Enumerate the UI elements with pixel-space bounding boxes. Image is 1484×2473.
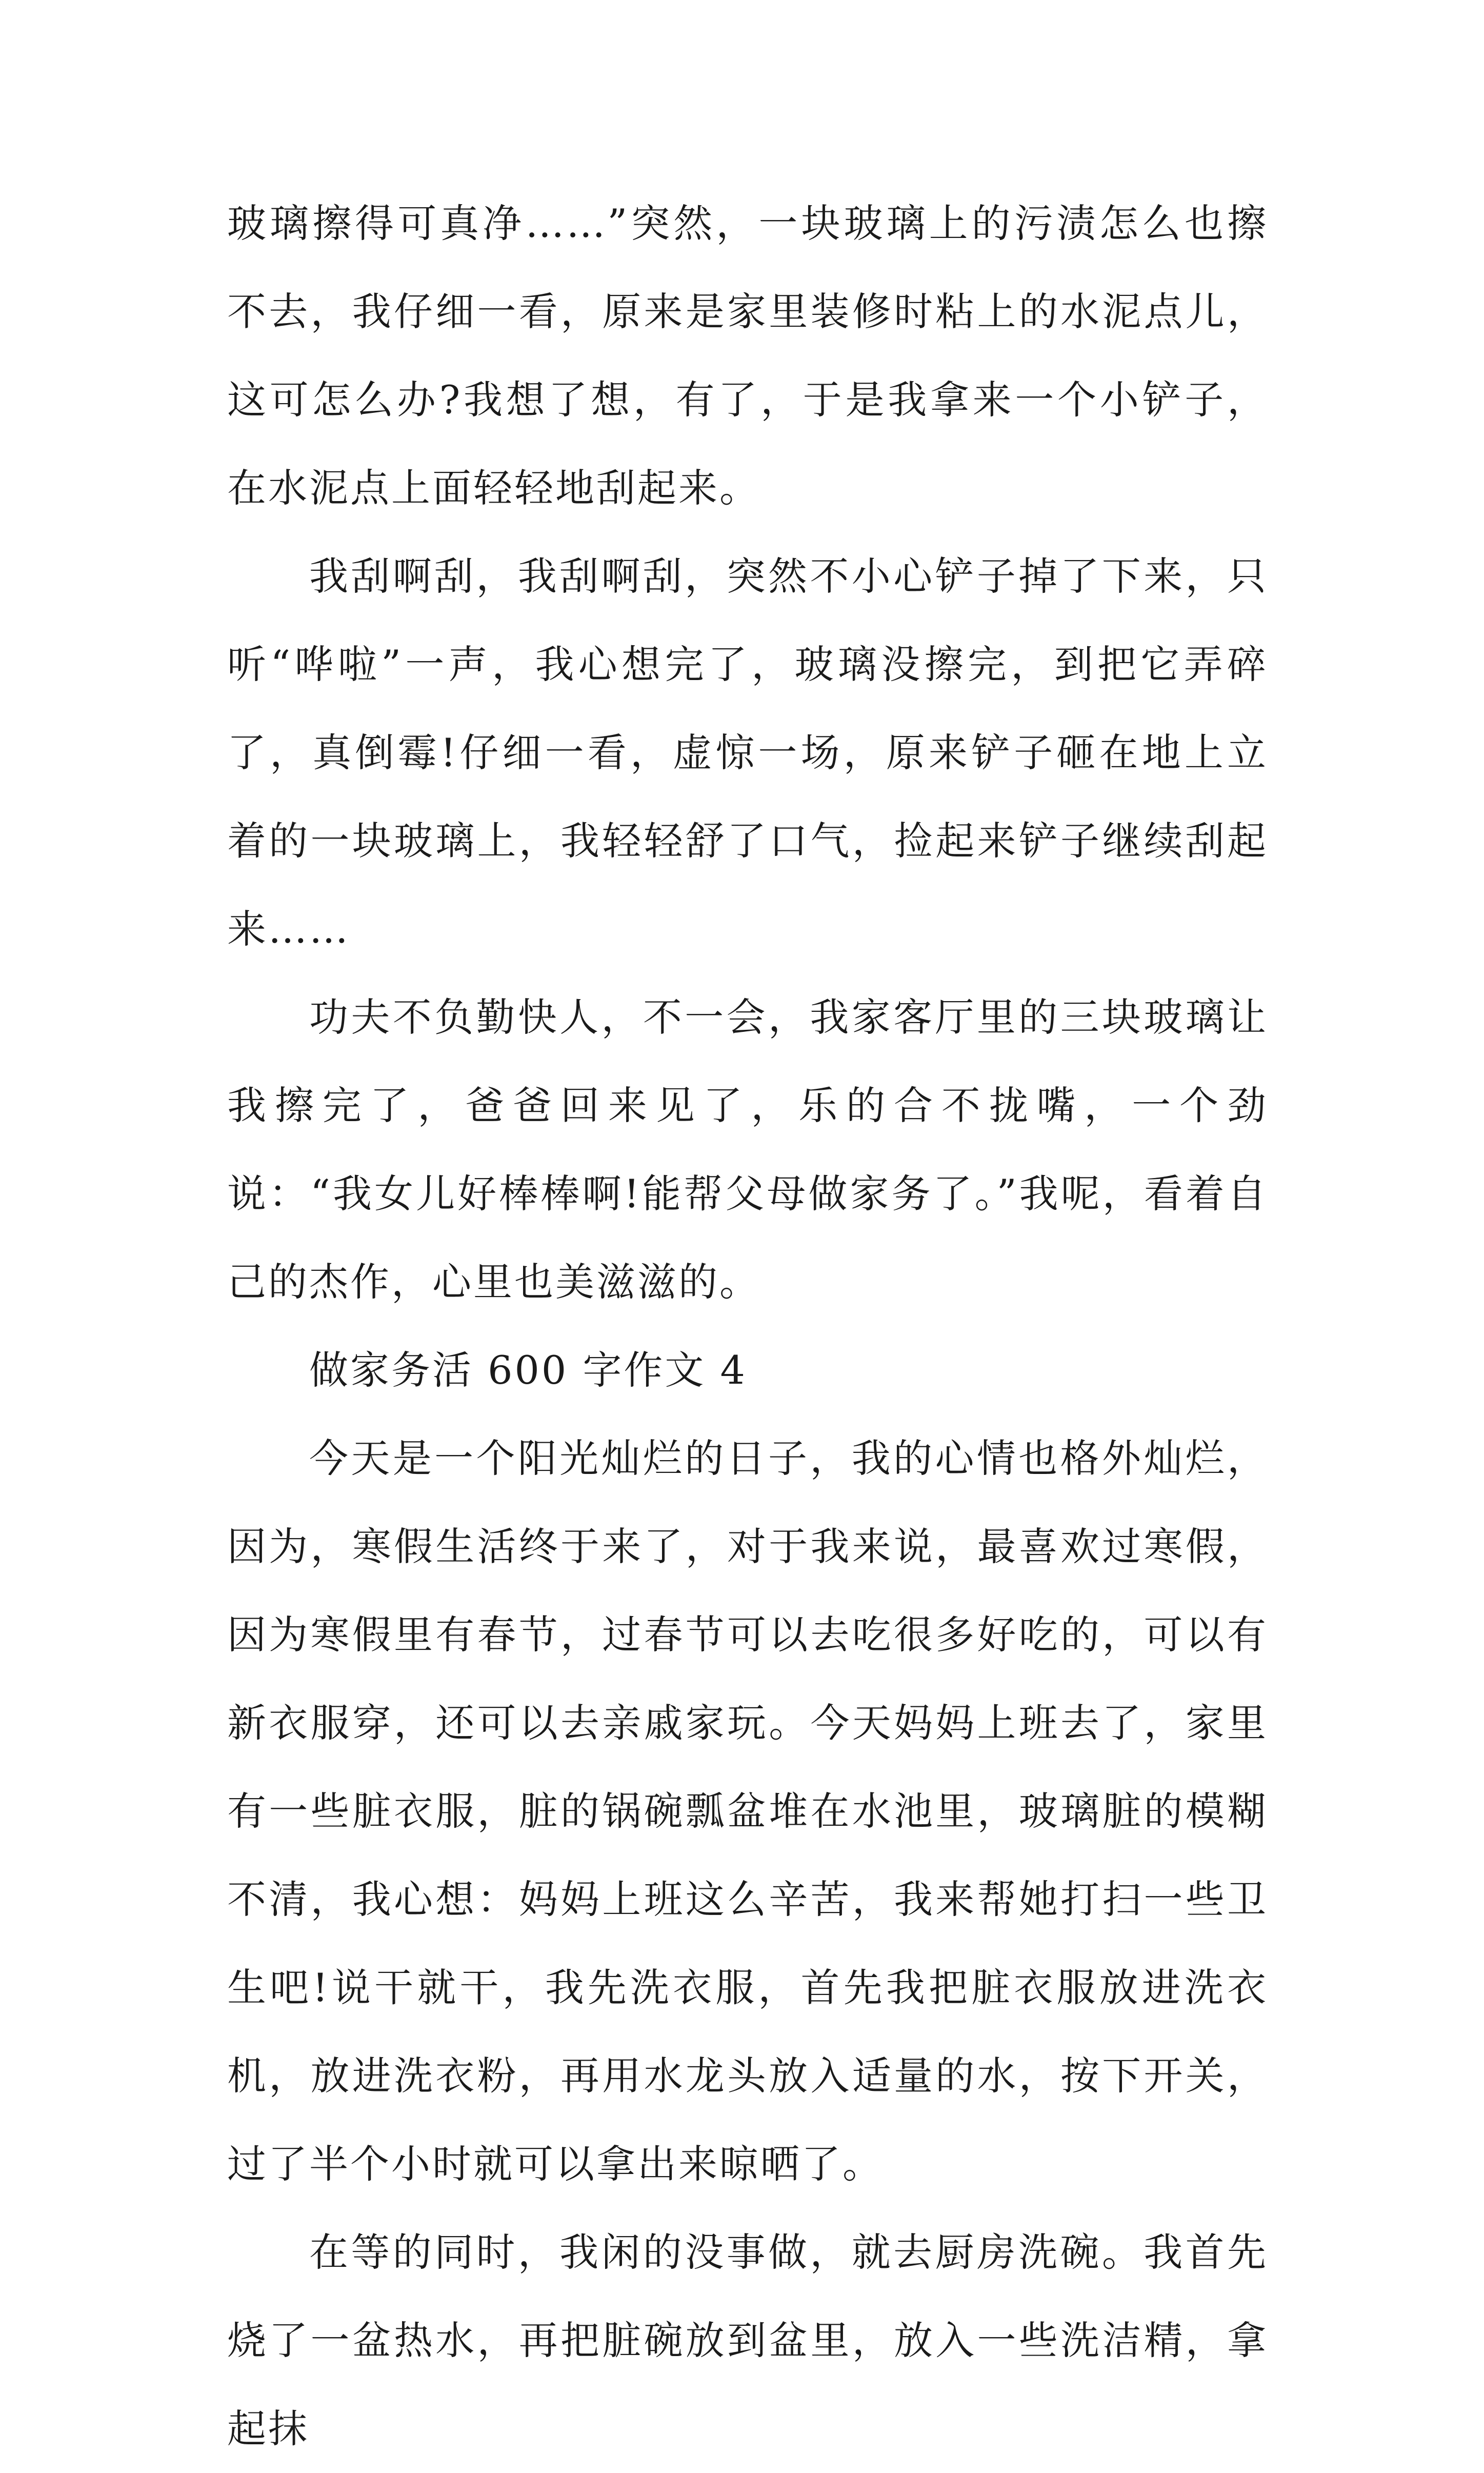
paragraph-1: 玻璃擦得可真净……”突然，一块玻璃上的污渍怎么也擦不去，我仔细一看，原来是家里装修时粘上的水泥点儿，这可怎么办?我想了想，有了，于是我拿来一个小铲子，在水泥点上面轻轻地刮起来。 <box>227 201 1268 511</box>
paragraph-5: 今天是一个阳光灿烂的日子，我的心情也格外灿烂，因为，寒假生活终于来了，对于我来说，最喜欢过寒假，因为寒假里有春节，过春节可以去吃很多好吃的，可以有新衣服穿，还可以去亲戚家玩。今天妈妈上班去了，家里有一些脏衣服，脏的锅碗瓢盆堆在水池里，玻璃脏的模糊不清，我心想：妈妈上班这么辛苦，我来帮她打扫一些卫生吧!说干就干，我先洗衣服，首先我把脏衣服放进洗衣机，放进洗衣粉，再用水龙头放入适量的水，按下开关，过了半个小时就可以拿出来晾晒了。 <box>227 1435 1268 2187</box>
essay-body <box>227 180 1268 2473</box>
paragraph-3: 功夫不负勤快人，不一会，我家客厅里的三块玻璃让我擦完了，爸爸回来见了，乐的合不拢嘴，一个劲说：“我女儿好棒棒啊!能帮父母做家务了。”我呢，看着自己的杰作，心里也美滋滋的。 <box>227 994 1268 1305</box>
paragraph-6: 在等的同时，我闲的没事做，就去厨房洗碗。我首先烧了一盆热水，再把脏碗放到盆里，放入一些洗洁精，拿起抹 <box>227 2229 1268 2451</box>
paragraph-2: 我刮啊刮，我刮啊刮，突然不小心铲子掉了下来，只听“哗啦”一声，我心想完了，玻璃没擦完，到把它弄碎了，真倒霉!仔细一看，虚惊一场，原来铲子砸在地上立着的一块玻璃上，我轻轻舒了口气，捡起来铲子继续刮起来…… <box>227 553 1268 952</box>
essay-heading: 做家务活 600 字作文 4 <box>309 1347 747 1393</box>
